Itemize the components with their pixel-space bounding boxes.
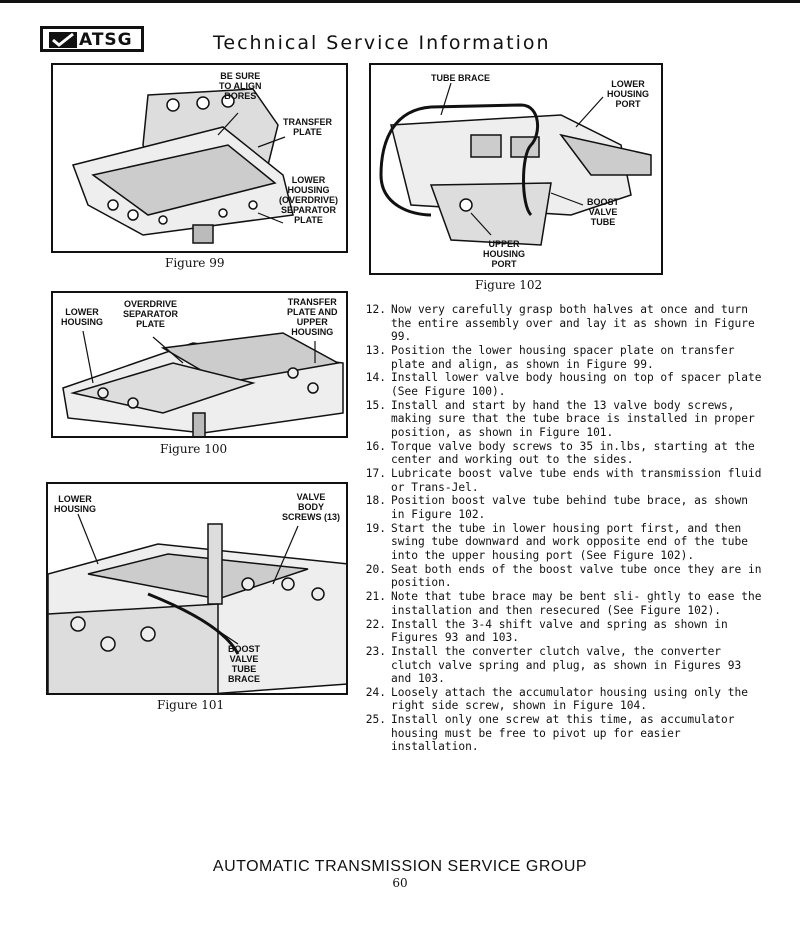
figure-100 bbox=[51, 291, 348, 438]
atsg-logo bbox=[40, 26, 144, 52]
figure-99-caption: Figure 99 bbox=[165, 256, 225, 270]
figure-99-label-separator-plate: LOWER HOUSING (OVERDRIVE) SEPARATOR PLATE bbox=[279, 175, 339, 225]
list-item: 25. Install only one screw at this time, as accumulator housing must be free to pivot up for easier installation. bbox=[365, 713, 735, 754]
figure-102-label-boost-valve-tube: BOOST VALVE TUBE bbox=[587, 197, 620, 227]
figure-102-label-lower-housing-port: LOWER HOUSING PORT bbox=[607, 79, 650, 109]
list-item: 12. Now very carefully grasp both halves at once and turn the entire assembly over and lay it as shown in Figure 99. bbox=[365, 303, 755, 344]
figure-99 bbox=[51, 63, 348, 253]
procedure-steps bbox=[356, 303, 766, 754]
page-top-rule bbox=[0, 0, 800, 3]
figure-101-caption: Figure 101 bbox=[157, 698, 225, 712]
page-number: 60 bbox=[392, 876, 408, 890]
figure-102-caption: Figure 102 bbox=[475, 278, 543, 292]
figure-100-label-transfer-plate-upper-housing: TRANSFER PLATE AND UPPER HOUSING bbox=[287, 297, 338, 337]
figure-99-label-align-bores: BE SURE TO ALIGN BORES bbox=[219, 71, 262, 101]
list-item: 18. Position boost valve tube behind tube brace, as shown in Figure 102. bbox=[365, 494, 748, 522]
list-item: 24. Loosely attach the accumulator housing using only the right side screw, shown in Figure 104. bbox=[365, 685, 748, 713]
list-item: 15. Install and start by hand the 13 valve body screws, making sure that the tube brace is installed in proper position, as shown in Figure 101. bbox=[365, 398, 755, 439]
figure-100-label-overdrive-separator-plate: OVERDRIVE SEPARATOR PLATE bbox=[123, 299, 179, 329]
figure-101-label-lower-housing: LOWER HOUSING bbox=[54, 494, 97, 514]
list-item: 17. Lubricate boost valve tube ends with transmission fluid or Trans-Jel. bbox=[365, 467, 762, 494]
figure-100-caption: Figure 100 bbox=[160, 442, 228, 456]
figure-100-label-lower-housing: LOWER HOUSING bbox=[61, 307, 104, 327]
figure-102 bbox=[369, 63, 663, 275]
page-title: Technical Service Information bbox=[213, 32, 551, 54]
figure-101 bbox=[46, 482, 348, 695]
list-item: 13. Position the lower housing spacer plate on transfer plate and align, as shown in Figure 99. bbox=[365, 343, 735, 371]
figure-99-label-transfer-plate: TRANSFER PLATE bbox=[283, 117, 332, 137]
list-item: 19. Start the tube in lower housing port first, and then swing tube downward and work opposite end of the tube into the upper housing port (See Figure 102). bbox=[365, 521, 748, 562]
logo-text: ATSG bbox=[79, 30, 133, 50]
list-item: 16. Torque valve body screws to 35 in.lbs, starting at the center and working out to the sides. bbox=[365, 439, 755, 467]
checkmark-icon bbox=[49, 32, 77, 48]
list-item: 20. Seat both ends of the boost valve tube once they are in position. bbox=[365, 562, 762, 590]
figure-102-label-tube-brace: TUBE BRACE bbox=[431, 73, 491, 83]
list-item: 22. Install the 3-4 shift valve and spring as shown in Figures 93 and 103. bbox=[365, 617, 728, 645]
list-item: 14. Install lower valve body housing on top of spacer plate (See Figure 100). bbox=[365, 371, 762, 398]
list-item: 23. Install the converter clutch valve, the converter clutch valve spring and plug, as shown in Figures 93 and 103. bbox=[365, 644, 742, 686]
figure-102-label-upper-housing-port: UPPER HOUSING PORT bbox=[483, 239, 526, 269]
figure-101-label-boost-valve-tube-brace: BOOST VALVE TUBE BRACE bbox=[228, 644, 261, 684]
list-item: 21. Note that tube brace may be bent sli- ghtly to ease the installation and then resecured (See Figure 102). bbox=[365, 590, 762, 617]
footer-group-name: AUTOMATIC TRANSMISSION SERVICE GROUP bbox=[212, 858, 588, 875]
figure-101-label-valve-body-screws: VALVE BODY SCREWS (13) bbox=[282, 492, 341, 522]
